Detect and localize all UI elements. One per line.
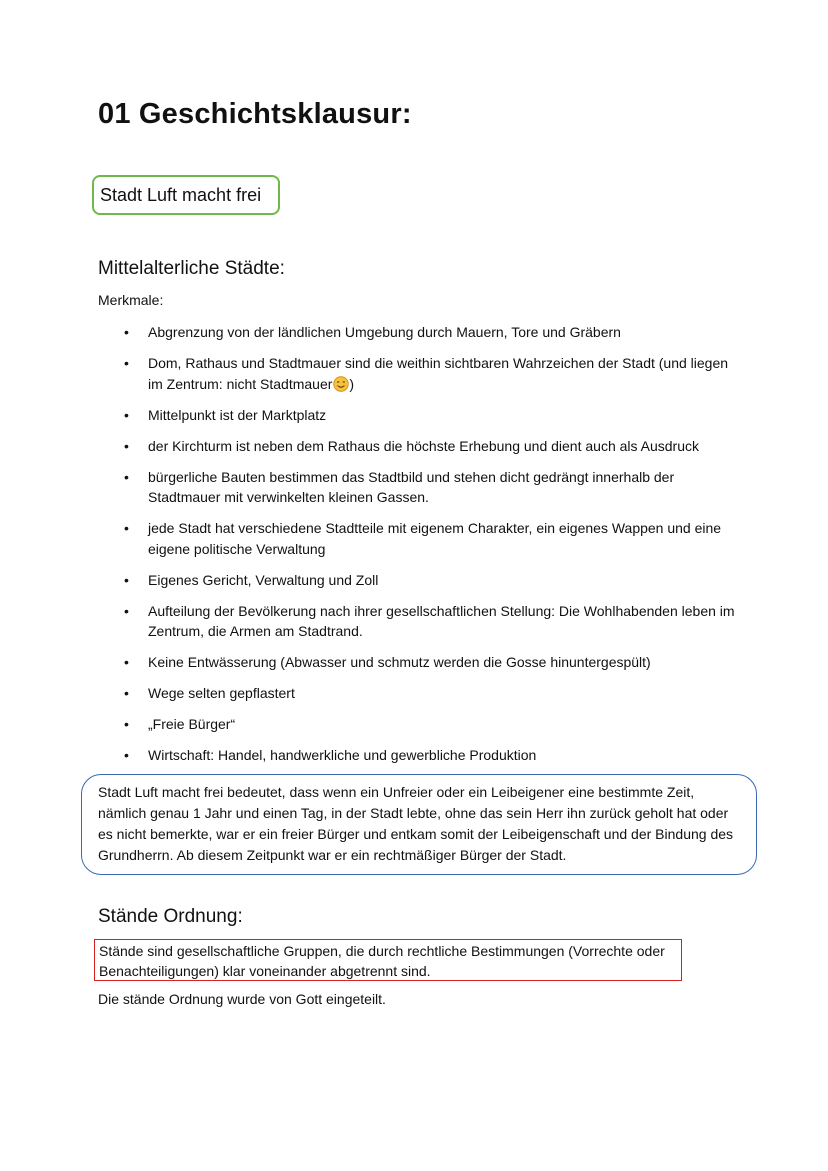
list-item: • jede Stadt hat verschiedene Stadtteile mit eigenem Charakter, ein eigenes Wappen und eine eigene politische Verwaltung (124, 520, 722, 557)
bullet-icon: • (124, 468, 129, 485)
features-label: Merkmale: (98, 292, 164, 308)
bullet-icon: • (124, 324, 129, 340)
bullet-icon: • (124, 747, 129, 763)
features-list (0, 322, 828, 776)
list-item: • Keine Entwässerung (Abwasser und schmutz werden die Gosse hinuntergespült) (0, 652, 828, 673)
bullet-icon: • (124, 355, 129, 371)
bullet-icon: • (124, 571, 129, 588)
topic-box: Stadt Luft macht frei (92, 175, 280, 215)
list-item: • bürgerliche Bauten bestimmen das Stadtbild und stehen dicht gedrängt innerhalb der Stadtmauer mit verwinkelten kleinen Gassen. (124, 468, 675, 505)
definition-box-stadtluft: Stadt Luft macht frei bedeutet, dass wenn ein Unfreier oder ein Leibeigener eine bestimmte Zeit, nämlich genau 1 Jahr und einen Tag, in der Stadt lebte, ohne das sein Herr ihn zurück geholt hat oder es nicht bemerkte, war er ein freier Bürger und entkam somit der Leibeigenschaft und der Bindung des Grundherrn. Ab diesem Zeitpunkt war er ein rechtmäßiger Bürger der Stadt. (81, 774, 757, 875)
section-heading-estates: Stände Ordnung: (98, 906, 243, 927)
list-item: • Wirtschaft: Handel, handwerkliche und gewerbliche Produktion (0, 745, 828, 766)
list-item: • Eigenes Gericht, Verwaltung und Zoll (0, 570, 828, 591)
list-item: • „Freie Bürger“ (0, 714, 828, 735)
bullet-icon: • (124, 437, 129, 454)
list-item: • Dom, Rathaus und Stadtmauer sind die weithin sichtbaren Wahrzeichen der Stadt (und liegen im Zentrum: nicht Stadtmauer ) (124, 355, 729, 392)
page-title: 01 Geschichtsklausur: (98, 98, 412, 130)
smiley-icon (333, 376, 349, 392)
definition-box-staende: Stände sind gesellschaftliche Gruppen, die durch rechtliche Bestimmungen (Vorrechte oder Benachteiligungen) klar voneinander abgetrennt sind. (94, 939, 682, 981)
bullet-icon: • (124, 685, 129, 701)
bullet-icon: • (124, 654, 129, 670)
list-item: • Mittelpunkt ist der Marktplatz (0, 405, 828, 426)
section-heading-cities: Mittelalterliche Städte: (98, 258, 285, 279)
list-item: • der Kirchturm ist neben dem Rathaus die höchste Erhebung und dient auch als Ausdruck (0, 436, 828, 457)
list-item: • Abgrenzung von der ländlichen Umgebung durch Mauern, Tore und Gräbern (0, 322, 828, 343)
list-item: • Aufteilung der Bevölkerung nach ihrer gesellschaftlichen Stellung: Die Wohlhabenden leben im Zentrum, die Armen am Stadtrand. (124, 602, 735, 639)
bullet-icon: • (124, 716, 129, 732)
list-item: • Wege selten gepflastert (0, 683, 828, 704)
bullet-icon: • (124, 520, 129, 536)
bullet-icon: • (124, 602, 129, 619)
closing-statement: Die stände Ordnung wurde von Gott eingeteilt. (98, 991, 386, 1007)
bullet-icon: • (124, 406, 129, 423)
